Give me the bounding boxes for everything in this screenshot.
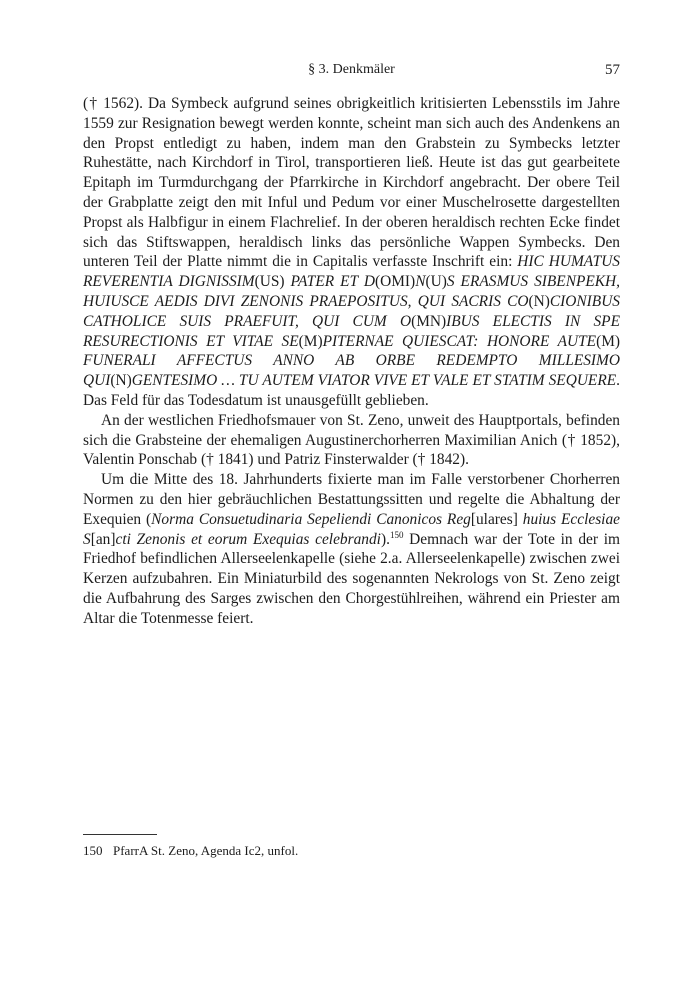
text-run: (N) bbox=[528, 292, 550, 310]
text-run: (MN) bbox=[411, 312, 447, 330]
italic-text: FUNERALI AFFECTUS ANNO AB ORBE REDEMPTO MILLESIMO QUI bbox=[83, 352, 620, 390]
page-number: 57 bbox=[605, 62, 620, 78]
footnote-number: 150 bbox=[83, 843, 103, 858]
text-run: . Das Feld für das Todesdatum ist unausgefüllt geblieben. bbox=[83, 372, 620, 409]
text-run: (M) bbox=[298, 332, 323, 350]
paragraph bbox=[83, 94, 620, 411]
italic-text: PATER ET D bbox=[290, 273, 375, 291]
footnote-text: PfarrA St. Zeno, Agenda Ic2, unfol. bbox=[113, 843, 299, 858]
italic-text: Norma Consuetudinaria Sepeliendi Canonicos Reg bbox=[151, 510, 471, 528]
text-run: (U) bbox=[425, 273, 447, 291]
text-run: [an] bbox=[90, 530, 116, 548]
italic-text: PITERNAE QUIESCAT: HONORE AUTE bbox=[322, 332, 597, 350]
text-run: (OMI) bbox=[375, 273, 416, 291]
italic-text: huius Ecclesiae S bbox=[83, 510, 620, 548]
footnote-reference: 150 bbox=[389, 529, 404, 540]
text-run: Demnach war der Tote in der im Friedhof befindlichen Allerseelenkapelle (siehe 2.a. Allerseelenkapelle) zwischen zwei Kerzen aufzubahren. Ein Miniaturbild des sogenannten Nekrologs von St. Zeno zeigt die Aufbahrung des Sarges zwischen den Chorgestühlreihen, während ein Priester am Altar die Totenmesse feiert. bbox=[83, 530, 620, 627]
footnote-divider bbox=[83, 834, 157, 835]
text-run: († 1562). Da Symbeck aufgrund seines obrigkeitlich kritisierten Lebensstils im Jahre 1559 zur Resignation bewegt werden konnte, scheint man sich auch des Andenkens an den Propst entledigt zu haben, indem man den Grabstein zu Symbecks letzter Ruhestätte, nach Kirchdorf in Tirol, transportieren ließ. Heute ist das gut gearbeitete Epitaph im Turmdurchgang der Pfarrkirche in Kirchdorf angebracht. Der obere Teil der Grabplatte zeigt den mit Inful und Pedum vor einer Muschelrosette dargestellten Propst als Halbfigur in einem Flachrelief. In der oberen heraldisch rechten Ecke findet sich das Stiftswappen, heraldisch links das persönliche Wappen Symbecks. Den unteren Teil der Platte nimmt die in Capitalis verfasste Inschrift ein: bbox=[83, 95, 620, 271]
body-text bbox=[83, 94, 620, 629]
footnote bbox=[83, 842, 620, 859]
text-run: (N) bbox=[110, 372, 132, 390]
italic-text: GENTESIMO … TU AUTEM VIATOR VIVE ET VALE ET STATIM SEQUERE bbox=[131, 372, 617, 390]
italic-text: S ERASMUS SIBENPEKH, HUIUSCE AEDIS DIVI ZENONIS PRAEPOSITUS, QUI SACRIS CO bbox=[83, 273, 621, 310]
text-run: [ulares] bbox=[470, 510, 523, 528]
text-run: (US) bbox=[254, 273, 291, 291]
text-run: (M) bbox=[596, 332, 620, 350]
italic-text: IBUS ELECTIS IN SPE RESURECTIONIS ET VITAE SE bbox=[83, 312, 620, 350]
text-run: ). bbox=[380, 530, 390, 548]
italic-text: CIONIBUS CATHOLICE SUIS PRAEFUIT, QUI CUM O bbox=[83, 292, 620, 330]
italic-text: HIC HUMATUS REVERENTIA DIGNISSIM bbox=[83, 253, 620, 291]
italic-text: N bbox=[415, 273, 426, 291]
section-title: § 3. Denkmäler bbox=[308, 62, 395, 77]
text-run: Um die Mitte des 18. Jahrhunderts fixierte man im Falle verstorbener Chorherren Normen zu den hier gebräuchlichen Bestattungssitten und regelte die Abhaltung der Exequien ( bbox=[83, 471, 620, 528]
italic-text: cti Zenonis et eorum Exequias celebrandi bbox=[115, 530, 381, 548]
paragraph bbox=[83, 411, 620, 470]
paragraph bbox=[83, 470, 620, 628]
text-run: An der westlichen Friedhofsmauer von St. Zeno, unweit des Hauptportals, befinden sich die Grabsteine der ehemaligen Augustinerchorherren Maximilian Anich († 1852), Valentin Ponschab († 1841) und Patriz Finsterwalder († 1842). bbox=[83, 411, 620, 469]
running-head bbox=[83, 62, 620, 82]
